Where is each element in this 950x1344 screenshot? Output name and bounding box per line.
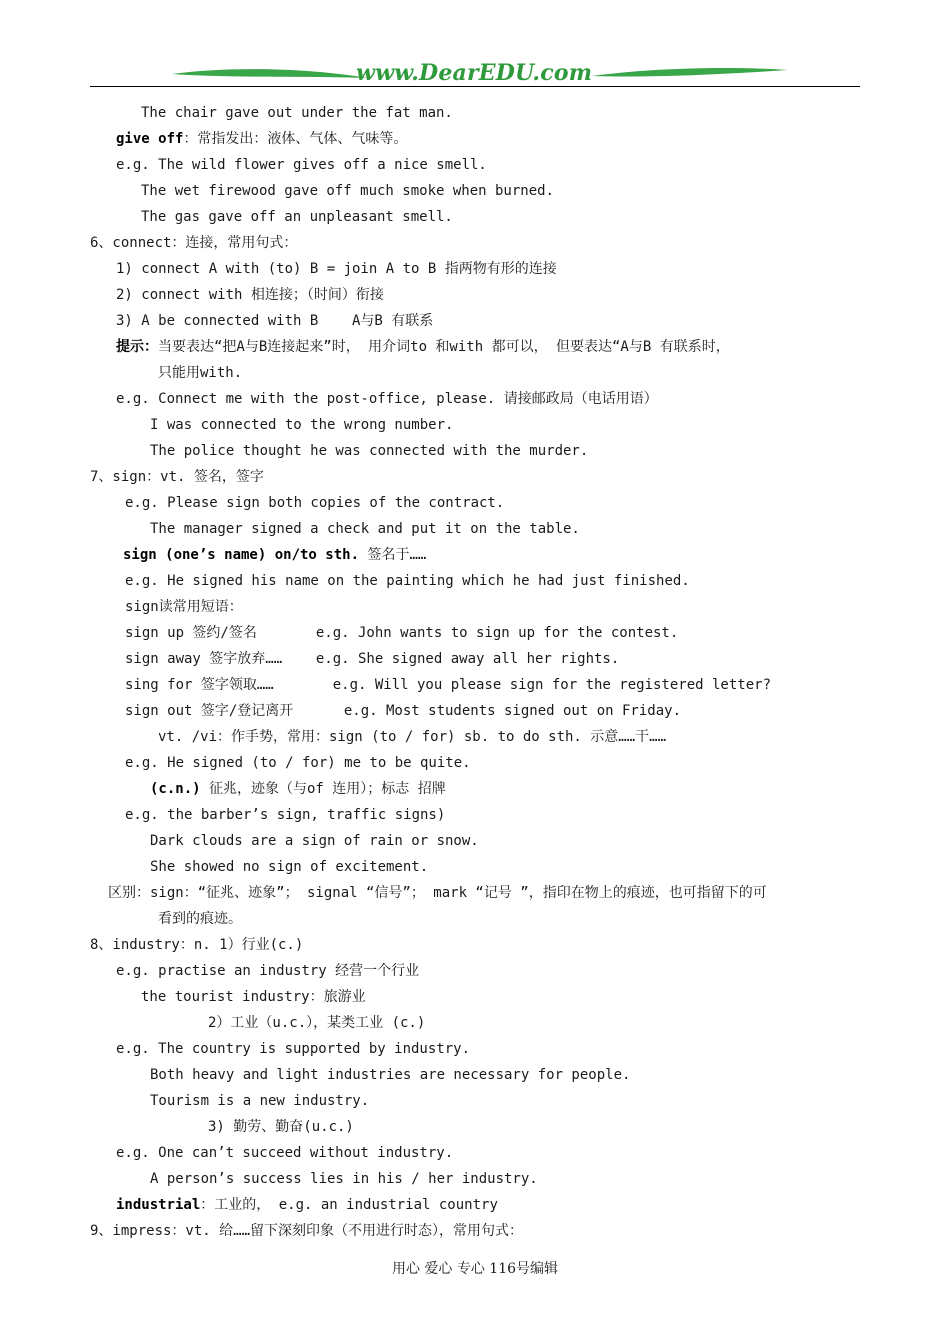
line-text: sign读常用短语：: [125, 599, 243, 615]
text-line: [141, 987, 366, 1007]
text-line: [108, 883, 767, 903]
line-text: 看到的痕迹。: [158, 911, 242, 927]
line-text: 签名于……: [359, 547, 427, 563]
bold-term: (c.n.): [150, 781, 201, 797]
text-line: [116, 1195, 498, 1215]
page-header: [0, 0, 950, 100]
line-text: the tourist industry：旅游业: [141, 989, 366, 1005]
line-text: e.g. He signed (to / for) me to be quite.: [125, 755, 471, 771]
bold-term: sign (one’s name) on/to sth.: [123, 547, 360, 563]
text-line: [125, 649, 619, 669]
text-line: [141, 207, 453, 227]
line-text: The chair gave out under the fat man.: [141, 105, 453, 121]
line-text: sign out 签字/登记离开 e.g. Most students signed out on Friday.: [125, 703, 682, 719]
text-line: [116, 285, 384, 305]
text-line: [150, 1091, 369, 1111]
line-text: 8、industry：n. 1）行业(c.): [90, 937, 304, 953]
line-text: 当要表达“把A与B连接起来”时， 用介词to 和with 都可以， 但要表达“A与B 有联系时，: [158, 339, 730, 355]
text-line: [141, 181, 554, 201]
text-line: [90, 935, 303, 955]
text-line: [141, 103, 453, 123]
text-line: [125, 623, 678, 643]
text-line: [116, 337, 730, 357]
text-line: [208, 1013, 425, 1033]
line-text: ：常指发出：液体、气体、气味等。: [183, 131, 408, 147]
text-line: [125, 571, 690, 591]
line-text: 2) connect with 相连接；（时间）衔接: [116, 287, 384, 303]
line-text: The wet firewood gave off much smoke when burned.: [141, 183, 555, 199]
text-line: [125, 597, 243, 617]
text-line: [116, 129, 407, 149]
text-line: [116, 1039, 470, 1059]
text-line: [116, 1143, 453, 1163]
line-text: e.g. Connect me with the post-office, please. 请接邮政局（电话用语）: [116, 391, 658, 407]
right-leaf-swoosh-icon: [590, 64, 790, 84]
line-text: The gas gave off an unpleasant smell.: [141, 209, 453, 225]
line-text: ：工业的， e.g. an industrial country: [200, 1197, 498, 1213]
line-text: e.g. One can’t succeed without industry.: [116, 1145, 454, 1161]
line-text: Dark clouds are a sign of rain or snow.: [150, 833, 479, 849]
text-line: [125, 493, 504, 513]
text-line: [125, 753, 471, 773]
text-line: [150, 415, 453, 435]
line-text: e.g. He signed his name on the painting which he had just finished.: [125, 573, 690, 589]
line-text: sing for 签字领取…… e.g. Will you please sign for the registered letter?: [125, 677, 772, 693]
site-logo-text: www.DearEDU.com: [356, 60, 593, 86]
line-text: 只能用with.: [158, 365, 243, 381]
text-line: [125, 701, 681, 721]
line-text: She showed no sign of excitement.: [150, 859, 429, 875]
line-text: Both heavy and light industries are necessary for people.: [150, 1067, 631, 1083]
line-text: I was connected to the wrong number.: [150, 417, 454, 433]
text-line: [150, 831, 479, 851]
text-line: [150, 779, 446, 799]
bold-term: give off: [116, 131, 184, 147]
text-line: [150, 441, 588, 461]
page-footer: 用心 爱心 专心 116号编辑: [391, 1261, 559, 1277]
line-text: sign away 签字放弃…… e.g. She signed away all her rights.: [125, 651, 620, 667]
text-line: [158, 363, 242, 383]
bold-term: industrial: [116, 1197, 201, 1213]
text-line: [125, 805, 445, 825]
line-text: e.g. practise an industry 经营一个行业: [116, 963, 420, 979]
line-text: A person’s success lies in his / her industry.: [150, 1171, 538, 1187]
line-text: 3) A be connected with B A与B 有联系: [116, 313, 434, 329]
line-text: 7、sign：vt. 签名，签字: [90, 469, 264, 485]
left-leaf-swoosh-icon: [170, 66, 370, 86]
line-text: 2）工业（u.c.），某类工业 (c.): [208, 1015, 426, 1031]
text-line: [150, 857, 428, 877]
line-text: e.g. Please sign both copies of the contract.: [125, 495, 505, 511]
text-line: [158, 727, 666, 747]
line-text: sign up 签约/签名 e.g. John wants to sign up for the contest.: [125, 625, 679, 641]
header-rule: [90, 86, 860, 87]
line-text: 6、connect：连接，常用句式：: [90, 235, 298, 251]
text-line: [150, 1065, 630, 1085]
text-line: [208, 1117, 354, 1137]
line-text: 1) connect A with (to) B = join A to B 指两物有形的连接: [116, 261, 557, 277]
line-text: 征兆，迹象（与of 连用）；标志 招牌: [200, 781, 446, 797]
text-line: [116, 311, 433, 331]
line-text: 9、impress：vt. 给……留下深刻印象（不用进行时态），常用句式：: [90, 1223, 524, 1239]
text-line: [116, 155, 487, 175]
line-text: e.g. The country is supported by industry.: [116, 1041, 471, 1057]
bold-term: 提示：: [116, 339, 158, 355]
line-text: vt. /vi：作手势，常用：sign (to / for) sb. to do sth. 示意……干……: [158, 729, 667, 745]
text-line: [158, 909, 242, 929]
text-line: [150, 519, 580, 539]
text-line: [123, 545, 426, 565]
line-text: e.g. the barber’s sign, traffic signs): [125, 807, 446, 823]
text-line: [90, 1221, 523, 1241]
line-text: 区别：sign：“征兆、迹象”； signal “信号”； mark “记号 ”，指印在物上的痕迹，也可指留下的可: [108, 885, 767, 901]
text-line: [116, 389, 658, 409]
line-text: Tourism is a new industry.: [150, 1093, 370, 1109]
line-text: The manager signed a check and put it on the table.: [150, 521, 580, 537]
text-line: [125, 675, 771, 695]
text-line: [116, 259, 557, 279]
line-text: e.g. The wild flower gives off a nice smell.: [116, 157, 487, 173]
text-line: [90, 467, 264, 487]
text-line: [116, 961, 419, 981]
text-line: [90, 233, 297, 253]
line-text: The police thought he was connected with the murder.: [150, 443, 589, 459]
line-text: 3) 勤劳、勤奋(u.c.): [208, 1119, 354, 1135]
text-line: [150, 1169, 538, 1189]
